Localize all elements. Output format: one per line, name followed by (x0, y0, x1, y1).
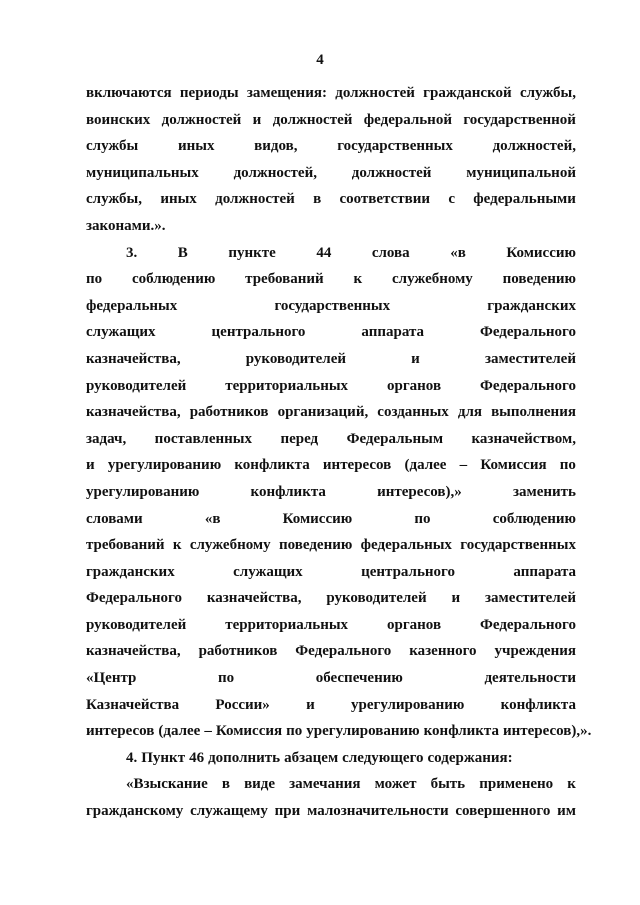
text-line (86, 612, 576, 639)
word: Казначейства (86, 696, 180, 713)
word: в (313, 191, 322, 208)
word: урегулированию (107, 457, 222, 474)
word: служащему (190, 803, 268, 820)
word: урегулированию (351, 696, 465, 713)
word: Комиссия (480, 457, 547, 474)
word: Федерального (480, 616, 576, 633)
word: казначейством, (471, 430, 576, 447)
word: и (306, 696, 315, 713)
text-line (86, 240, 576, 267)
word: В (177, 244, 188, 261)
word: центрального (211, 324, 306, 341)
word: организаций, (277, 404, 369, 421)
word: и (411, 350, 420, 367)
word: территориальных (225, 377, 349, 394)
word: казначейства, (86, 643, 181, 660)
text-line (86, 213, 576, 240)
text-line (86, 532, 576, 559)
word: конфликта (500, 696, 576, 713)
word: 46 (189, 749, 205, 766)
word: служащих (233, 563, 303, 580)
word: работников (189, 404, 269, 421)
word: федеральной (363, 111, 452, 128)
word: – (459, 457, 468, 474)
word: абзацем (284, 749, 339, 766)
text-line (86, 186, 576, 213)
word: должностей (272, 111, 353, 128)
word: с (448, 191, 455, 208)
word: государственных (337, 138, 453, 155)
word: и (86, 457, 95, 474)
word: руководителей (326, 590, 427, 607)
text-line (86, 107, 576, 134)
word: интересов (322, 457, 392, 474)
word: гражданских (487, 297, 576, 314)
word: гражданских (86, 563, 175, 580)
word: иных (160, 191, 197, 208)
text-line (86, 638, 576, 665)
document-body (86, 80, 592, 825)
word: должностей, (492, 138, 576, 155)
word: аппарата (513, 563, 576, 580)
word: поведению (279, 537, 353, 554)
word: должностей, (233, 164, 317, 181)
word: Федерального (480, 377, 576, 394)
word: служебному (189, 537, 271, 554)
word: служащих (86, 324, 156, 341)
word: в (221, 776, 230, 793)
word: деятельности (484, 670, 576, 687)
word: интересов),». (502, 723, 592, 740)
word: 3. (126, 244, 138, 261)
word: центрального (361, 563, 455, 580)
word: конфликта (250, 483, 326, 500)
word: соблюдению (132, 271, 216, 288)
text-line (86, 452, 576, 479)
word: должностей (161, 111, 242, 128)
word: словами (86, 510, 143, 527)
word: дополнить (208, 749, 281, 766)
word: должностей (351, 164, 432, 181)
word: 4. (126, 749, 138, 766)
word: заместителей (484, 350, 576, 367)
word: органов (387, 616, 442, 633)
word: федеральных (86, 297, 178, 314)
word: Пункт (141, 749, 186, 766)
word: урегулированию (86, 483, 200, 500)
word: им (557, 803, 576, 820)
word: иных (177, 138, 215, 155)
word: «Взыскание (126, 776, 208, 793)
word: следующего (342, 749, 424, 766)
text-line (86, 585, 576, 612)
text-line (86, 319, 576, 346)
page-number: 4 (316, 52, 324, 68)
word: казенного (409, 643, 477, 660)
word: поведению (502, 271, 576, 288)
text-line (86, 692, 576, 719)
word: государственных (460, 537, 576, 554)
word: муниципальной (466, 164, 576, 181)
word: (далее (158, 723, 201, 740)
word: должностей (335, 85, 415, 101)
word: Комиссию (282, 510, 353, 527)
word: по (286, 723, 303, 740)
word: малозначительности (307, 803, 449, 820)
word: Федеральным (346, 430, 444, 447)
word: федеральных (360, 537, 452, 554)
word: соблюдению (492, 510, 576, 527)
word: «Центр (86, 670, 137, 687)
word: обеспечению (315, 670, 403, 687)
text-line (86, 506, 576, 533)
word: гражданской (423, 85, 512, 101)
word: по (217, 670, 235, 687)
word: законами.». (86, 217, 166, 234)
text-line (86, 798, 576, 825)
word: замещения: (246, 85, 327, 101)
word: конфликта (423, 723, 499, 740)
word: при (274, 803, 301, 820)
word: заменить (512, 483, 576, 500)
text-line (86, 373, 576, 400)
word: казначейства, (86, 404, 181, 421)
word: казначейства, (86, 350, 181, 367)
word: федеральными (473, 191, 576, 208)
word: и (451, 590, 461, 607)
word: 44 (316, 244, 332, 261)
word: учреждения (494, 643, 576, 660)
word: к (172, 537, 182, 554)
word: требований (245, 271, 324, 288)
word: Федерального (479, 324, 576, 341)
word: руководителей (245, 350, 347, 367)
word: по (559, 457, 576, 474)
word: включаются (86, 85, 172, 101)
word: Комиссия (215, 723, 283, 740)
text-line (86, 426, 576, 453)
word: Комиссию (506, 244, 576, 261)
word: соответствии (339, 191, 431, 208)
word: «в (204, 510, 221, 527)
word: (далее (404, 457, 447, 474)
word: государственной (463, 111, 576, 128)
word: заместителей (484, 590, 576, 607)
text-line (86, 346, 576, 373)
word: службы, (86, 191, 143, 208)
text-line (86, 293, 576, 320)
word: может (374, 776, 417, 793)
word: перед (280, 430, 319, 447)
word: Федерального (295, 643, 392, 660)
word: интересов (86, 723, 155, 740)
word: урегулированию (306, 723, 420, 740)
word: по (86, 271, 103, 288)
text-line (86, 718, 592, 745)
word: органов (387, 377, 442, 394)
word: государственных (274, 297, 391, 314)
word: совершенного (455, 803, 551, 820)
text-line (86, 80, 576, 107)
word: содержания: (427, 749, 513, 766)
word: работников (198, 643, 278, 660)
text-line (86, 399, 576, 426)
word: интересов),» (377, 483, 462, 500)
word: виде (244, 776, 276, 793)
text-line (86, 160, 576, 187)
word: – (204, 723, 212, 740)
text-line (86, 665, 576, 692)
word: для (457, 404, 482, 421)
word: муниципальных (86, 164, 199, 181)
word: службы, (519, 85, 576, 101)
word: видов, (254, 138, 298, 155)
word: замечания (289, 776, 361, 793)
text-line (86, 771, 576, 798)
word: применено (479, 776, 554, 793)
word: задач, (86, 430, 127, 447)
word: аппарата (361, 324, 424, 341)
word: конфликта (234, 457, 310, 474)
word: казначейства, (206, 590, 302, 607)
word: поставленных (154, 430, 252, 447)
word: выполнения (491, 404, 576, 421)
word: к (353, 271, 363, 288)
word: руководителей (86, 377, 187, 394)
word: периоды (179, 85, 239, 101)
word: быть (430, 776, 466, 793)
word: России» (215, 696, 270, 713)
text-line (86, 266, 576, 293)
text-line (86, 133, 576, 160)
text-line (86, 479, 576, 506)
word: «в (450, 244, 466, 261)
word: к (567, 776, 576, 793)
word: слова (371, 244, 410, 261)
word: воинских (86, 111, 151, 128)
word: и (252, 111, 262, 128)
word: службы (86, 138, 139, 155)
word: требований (86, 537, 165, 554)
word: территориальных (225, 616, 349, 633)
word: по (414, 510, 431, 527)
word: пункте (228, 244, 276, 261)
text-line (86, 559, 576, 586)
word: руководителей (86, 616, 187, 633)
word: должностей (215, 191, 295, 208)
text-line (86, 745, 576, 772)
word: гражданскому (86, 803, 184, 820)
word: созданных (377, 404, 449, 421)
word: служебному (392, 271, 473, 288)
word: Федерального (86, 590, 182, 607)
